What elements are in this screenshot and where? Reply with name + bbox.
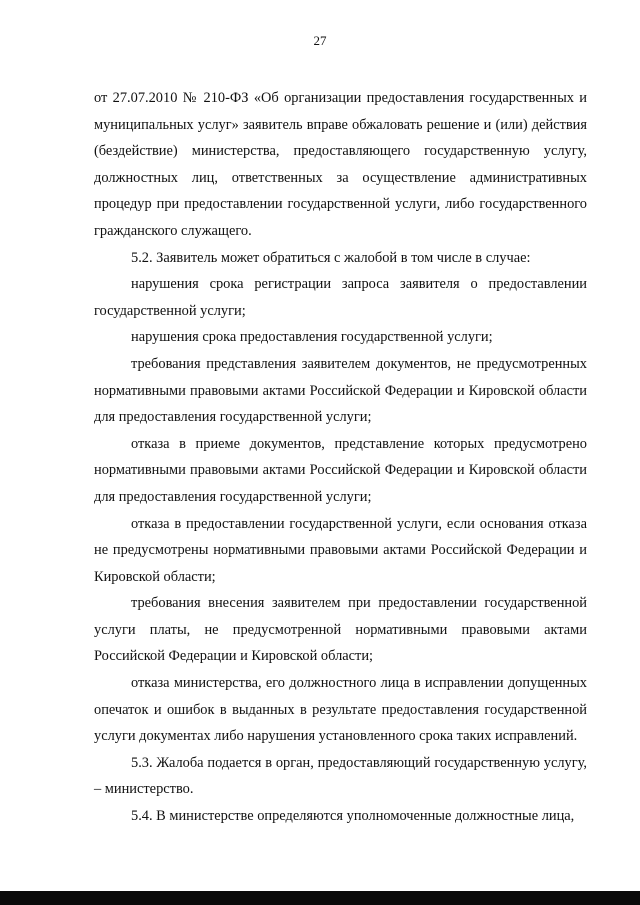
paragraph-5-4: 5.4. В министерстве определяются уполномоченные должностные лица, xyxy=(131,808,575,825)
list-item-service-deadline: нарушения срока предоставления государственной услуги; xyxy=(131,329,493,346)
list-item-registration-deadline: нарушения срока регистрации запроса заявителя о предоставлении государственной услуги; xyxy=(94,276,587,319)
list-item-correction-refusal: отказа министерства, его должностного лица в исправлении допущенных опечаток и ошибок в выданных в результате предоставления государственной услуги документах либо нарушения установленного срока таких исправлений. xyxy=(94,675,587,745)
paragraph-intro: от 27.07.2010 № 210-ФЗ «Об организации предоставления государственных и муниципальных услуг» заявитель вправе обжаловать решение и (или) действия (бездействие) министерства, предоставляющего государственную услугу, должностных лиц, ответственных за осуществление административных процедур при предоставлении государственной услуги, либо государственного гражданского служащего. xyxy=(94,90,587,239)
list-item-document-refusal: отказа в приеме документов, представление которых предусмотрено нормативными правовыми актами Российской Федерации и Кировской области для предоставления государственной услуги; xyxy=(94,435,587,505)
list-item-payment-demand: требования внесения заявителем при предоставлении государственной услуги платы, не предусмотренной нормативными правовыми актами Российской Федерации и Кировской области; xyxy=(94,595,587,665)
scan-bottom-edge xyxy=(0,891,640,905)
list-item-service-refusal: отказа в предоставлении государственной услуги, если основания отказа не предусмотрены нормативными правовыми актами Российской Федерации и Кировской области; xyxy=(94,515,587,585)
paragraph-5-2: 5.2. Заявитель может обратиться с жалобой в том числе в случае: xyxy=(131,249,531,266)
list-item-extra-documents: требования представления заявителем документов, не предусмотренных нормативными правовыми актами Российской Федерации и Кировской области для предоставления государственной услуги; xyxy=(94,355,587,426)
paragraph-5-3: 5.3. Жалоба подается в орган, предоставляющий государственную услугу, – министерство. xyxy=(94,754,587,798)
page-number: 27 xyxy=(313,33,327,48)
document-body xyxy=(94,85,587,830)
